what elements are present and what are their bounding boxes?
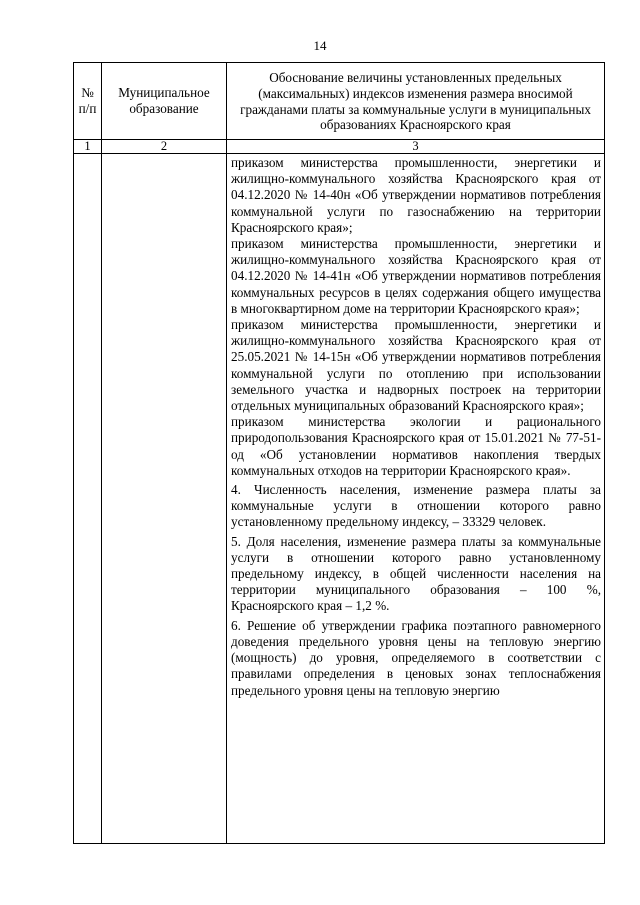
column-number-1: 1	[74, 140, 102, 154]
paragraph-heating-norms: приказом министерства промышленности, энергетики и жилищно-коммунального хозяйства Красноярского края от 25.05.2021 № 14-15н «Об утверждении нормативов потребления коммунальной услуги по отоплению при использовании земельного участка и надворных построек на территории отдельных муниципальных образований Красноярского края»;	[231, 317, 601, 414]
header-justification: Обоснование величины установленных предельных (максимальных) индексов изменения размера вносимой гражданами платы за коммунальные услуги в муниципальных образованиях Красноярского края	[227, 63, 605, 140]
paragraph-population-count: 4. Численность населения, изменение размера платы за коммунальные услуги в отношении которого равно установленному предельному индексу, – 33329 человек.	[231, 482, 601, 530]
paragraph-population-share: 5. Доля населения, изменение размера платы за коммунальные услуги в отношении которого равно установленному предельному индексу, в общей численности населения на территории муниципального образования – 100 %, Красноярского края – 1,2 %.	[231, 533, 601, 614]
table-row	[74, 154, 605, 844]
row-justification-cell	[227, 154, 605, 844]
page-number: 14	[313, 38, 327, 53]
header-number: № п/п	[74, 63, 102, 140]
paragraph-gas-norms: приказом министерства промышленности, энергетики и жилищно-коммунального хозяйства Красноярского края от 04.12.2020 № 14-40н «Об утверждении нормативов потребления коммунальной услуги по газоснабжению на территории Красноярского края»;	[231, 155, 601, 235]
paragraph-waste-norms: приказом министерства экологии и рационального природопользования Красноярского края от 15.01.2021 № 77-51-од «Об установлении нормативов накопления твердых коммунальных отходов на территории Красноярского края».	[231, 414, 601, 478]
paragraph-common-property-norms: приказом министерства промышленности, энергетики и жилищно-коммунального хозяйства Красноярского края от 04.12.2020 № 14-41н «Об утверждении нормативов потребления коммунальных ресурсов в целях содержания общего имущества в многоквартирном доме на территории Красноярского края»;	[231, 236, 601, 316]
column-numbering-row	[74, 140, 605, 154]
row-municipality-cell	[102, 154, 227, 844]
header-municipality: Муниципальное образование	[102, 63, 227, 140]
paragraph-heat-price-decision: 6. Решение об утверждении графика поэтапного равномерного доведения предельного уровня цены на тепловую энергию (мощность) до уровня, определяемого в соответствии с правилами определения в ценовых зонах теплоснабжения предельного уровня цены на тепловую энергию	[231, 617, 601, 698]
column-number-3: 3	[227, 140, 605, 154]
table-header-row	[74, 63, 605, 140]
column-number-2: 2	[102, 140, 227, 154]
justification-table	[73, 62, 605, 844]
row-number-cell	[74, 154, 102, 844]
